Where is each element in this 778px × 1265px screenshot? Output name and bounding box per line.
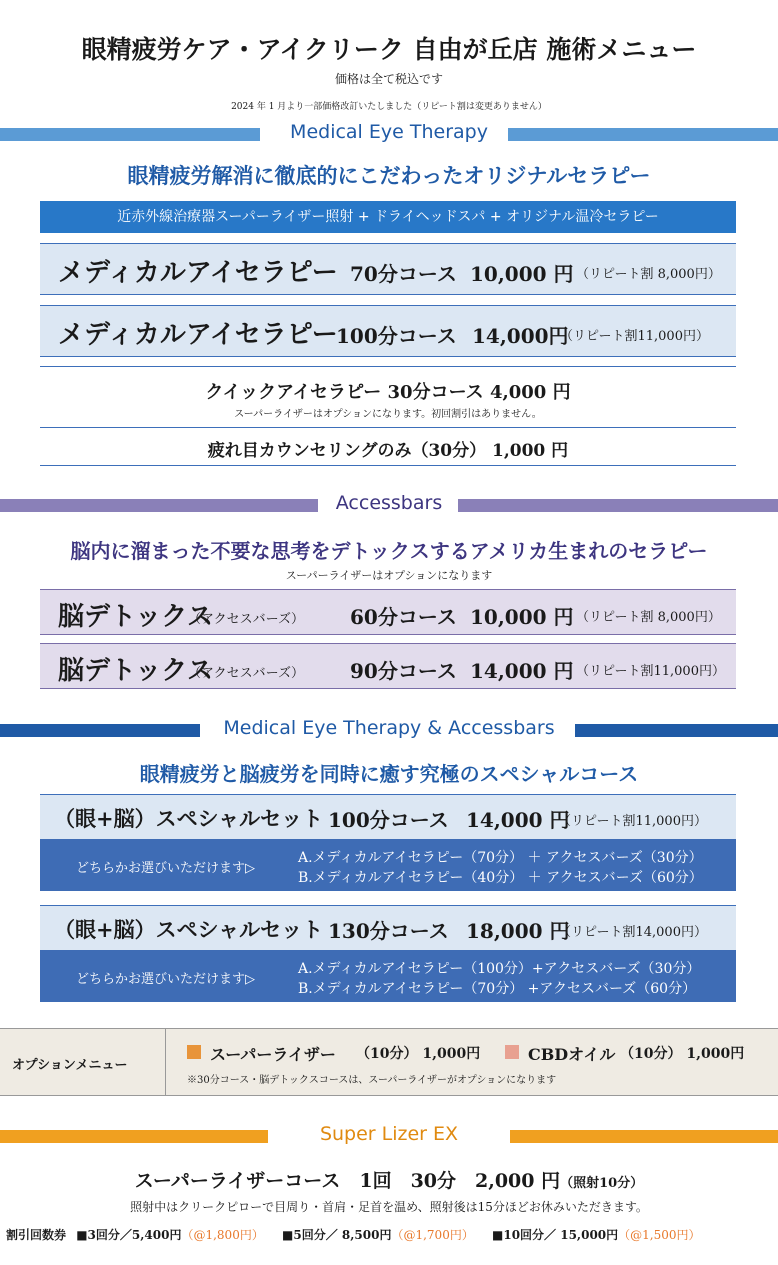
course-price: 10,000 円 (470, 605, 574, 629)
course-duration: 90分コース (350, 659, 457, 683)
choice-label: どちらかお選びいただけます▷ (76, 861, 255, 876)
course-price: 14,000 円 (470, 659, 574, 683)
section-title: Medical Eye Therapy (290, 121, 488, 143)
course-sub: （アクセスバーズ） (188, 612, 304, 627)
option-item-name: CBDオイル (528, 1045, 616, 1064)
course-duration: 100分コース (336, 324, 457, 348)
course-duration: 60分コース (350, 605, 457, 629)
set-repeat: （リピート割11,000円） (558, 814, 707, 829)
set-duration: 130分コース (328, 919, 449, 943)
section-header-combo (0, 717, 778, 740)
medical-tagline: 眼精疲労解消に徹底的にこだわったオリジナルセラピー (127, 163, 651, 188)
tax-note: 価格は全て税込です (334, 72, 443, 86)
options-panel (0, 1028, 778, 1096)
set-choice-box (40, 950, 736, 1002)
set-row (40, 794, 736, 840)
coupon-10-unit: （@1,500円） (618, 1228, 701, 1242)
course-price: 14,000円 (472, 324, 569, 348)
coupon-5-unit: （@1,700円） (391, 1228, 474, 1242)
coupon-10: ■10回分／ 15,000円 (492, 1228, 619, 1242)
coupon-3-unit: （@1,800円） (181, 1228, 264, 1242)
quick-course-note: スーパーライザーはオプションになります。初回割引はありません。 (234, 409, 542, 420)
course-price: 10,000 円 (470, 262, 574, 286)
set-duration: 100分コース (328, 808, 449, 832)
options-note: ※30分コース・脳デトックスコースは、スーパーライザーがオプションになります (187, 1075, 557, 1086)
section-header-superlizer (0, 1123, 778, 1146)
course-name: メディカルアイセラピー (58, 320, 338, 350)
section-title: Super Lizer EX (319, 1123, 459, 1145)
superlizer-course-text: スーパーライザーコース 1回 30分 2,000 円 (134, 1170, 561, 1192)
quick-course (40, 366, 736, 428)
course-repeat: （リピート割 8,000円） (576, 610, 721, 625)
quick-course-text: クイックアイセラピー 30分コース 4,000 円 (205, 382, 571, 403)
coupon-3: ■3回分／5,400円 (76, 1228, 182, 1242)
options-label-cell (0, 1029, 166, 1095)
course-repeat: （リピート割11,000円） (576, 664, 725, 679)
superlizer-description: 照射中はクリークピローで目周り・首肩・足首を温め、照射後は15分ほどお休みいただきます。 (130, 1200, 648, 1214)
set-name: （眼+脳）スペシャルセット (54, 806, 324, 831)
choice-option-a: A.メディカルアイセラピー（100分）+アクセスバーズ（30分） (298, 961, 701, 977)
accessbars-tagline: 脳内に溜まった不要な思考をデトックスするアメリカ生まれのセラピー (70, 539, 708, 563)
section-title: Medical Eye Therapy & Accessbars (223, 717, 555, 739)
course-name: メディカルアイセラピー (58, 258, 338, 288)
coupon-label: 割引回数券 (6, 1228, 67, 1242)
set-price: 14,000 円 (466, 808, 570, 832)
set-price: 18,000 円 (466, 919, 570, 943)
choice-option-b: B.メディカルアイセラピー（70分） +アクセスバーズ（60分） (298, 981, 697, 997)
choice-option-a: A.メディカルアイセラピー（70分） ＋ アクセスバーズ（30分） (298, 850, 703, 866)
choice-label: どちらかお選びいただけます▷ (76, 972, 255, 987)
square-bullet-icon (187, 1045, 201, 1059)
coupon-5: ■5回分／ 8,500円 (282, 1228, 392, 1242)
course-duration: 70分コース (350, 262, 457, 286)
section-header-medical (0, 121, 778, 144)
superlizer-course (0, 1166, 778, 1193)
set-repeat: （リピート割14,000円） (558, 925, 707, 940)
section-title: Accessbars (335, 492, 443, 514)
option-item-name: スーパーライザー (210, 1045, 336, 1064)
course-row (40, 643, 736, 689)
section-header-accessbars (0, 492, 778, 515)
course-sub: （アクセスバーズ） (188, 666, 304, 681)
course-row (40, 589, 736, 635)
course-repeat: （リピート割 8,000円） (576, 267, 721, 282)
page-title: 眼精疲労ケア・アイクリーク 自由が丘店 施術メニュー (81, 35, 697, 64)
combo-tagline: 眼精疲労と脳疲労を同時に癒す究極のスペシャルコース (139, 762, 639, 786)
choice-option-b: B.メディカルアイセラピー（40分） ＋ アクセスバーズ（60分） (298, 870, 703, 886)
course-name: 脳デトックス (58, 656, 213, 686)
superlizer-course-note: （照射10分） (560, 1176, 644, 1191)
coupon-row (6, 1226, 776, 1243)
course-name: 脳デトックス (58, 602, 213, 632)
accessbars-note: スーパーライザーはオプションになります (285, 569, 493, 582)
counseling-row (40, 427, 736, 466)
course-row (40, 243, 736, 295)
options-label: オプションメニュー (12, 1058, 128, 1073)
course-repeat: （リピート割11,000円） (560, 329, 709, 344)
counseling-text: 疲れ目カウンセリングのみ（30分） 1,000 円 (207, 441, 569, 461)
course-row (40, 305, 736, 357)
option-item-detail: （10分） 1,000円 (356, 1046, 481, 1062)
square-bullet-icon (505, 1045, 519, 1059)
medical-banner: 近赤外線治療器スーパーライザー照射 + ドライヘッドスパ + オリジナル温冷セラピー (40, 201, 736, 233)
set-choice-box (40, 839, 736, 891)
set-row (40, 905, 736, 951)
option-item-detail: （10分） 1,000円 (620, 1046, 745, 1062)
set-name: （眼+脳）スペシャルセット (54, 917, 324, 942)
revision-note: 2024 年 1 月より一部価格改訂いたしました（リピート割は変更ありません） (231, 102, 547, 112)
